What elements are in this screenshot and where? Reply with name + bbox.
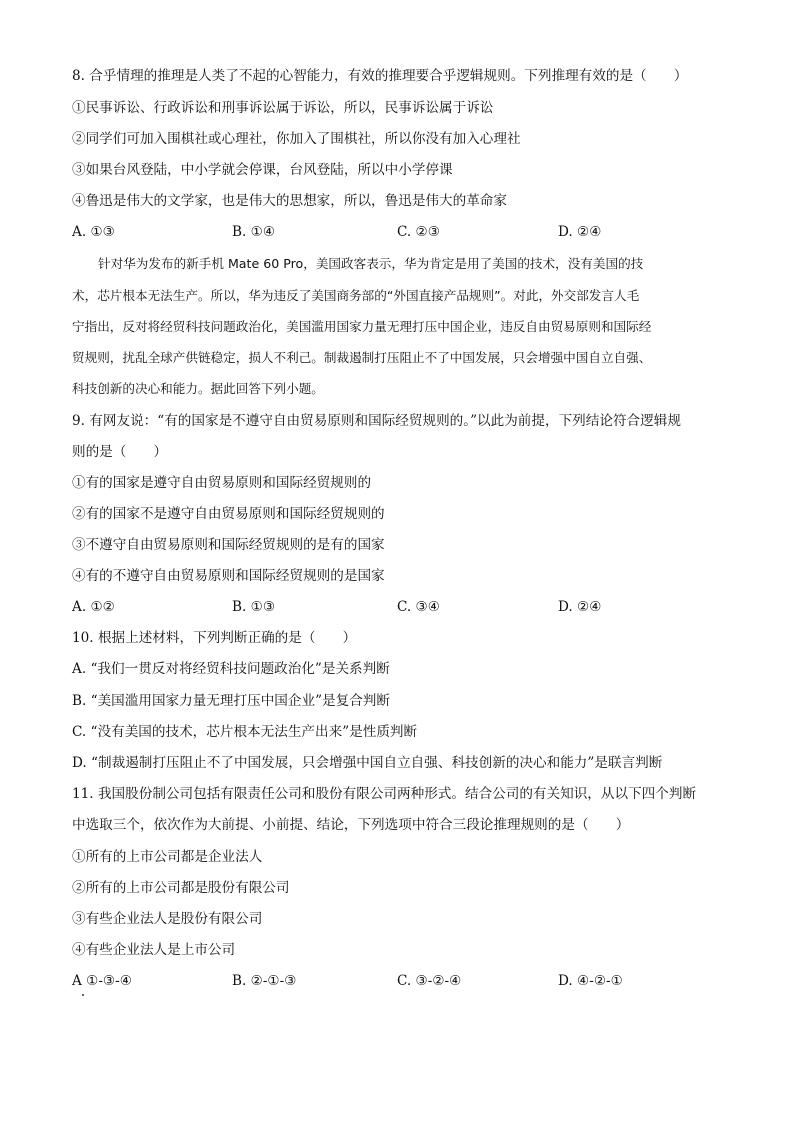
- question-11-option-a: A ①-③-④: [72, 973, 132, 989]
- material-line-4: 贸规则，扰乱全球产供链稳定，损人不利己。制裁遏制打压阻止不了中国发展，只会增强中国自立自强、: [72, 350, 652, 365]
- question-10-option-a: A. “我们一贯反对将经贸科技问题政治化”是关系判断: [72, 661, 390, 677]
- material-line-2: 术，芯片根本无法生产。所以，华为违反了美国商务部的“外国直接产品规则”。对此，外交部发言人毛: [72, 288, 640, 303]
- question-11-option-c: C. ③-②-④: [397, 973, 462, 989]
- question-8-option-d: D. ②④: [558, 224, 602, 240]
- question-8-stem: 8. 合乎情理的推理是人类了不起的心智能力，有效的推理要合乎逻辑规则。下列推理有效的是（ ）: [72, 68, 688, 84]
- question-8-item-1: ①民事诉讼、行政诉讼和刑事诉讼属于诉讼，所以，民事诉讼属于诉讼: [72, 100, 494, 116]
- question-8-option-b: B. ①④: [232, 224, 276, 240]
- question-10-option-b: B. “美国滥用国家力量无理打压中国企业”是复合判断: [72, 693, 390, 709]
- question-11-options: [72, 971, 732, 991]
- question-8-option-c: C. ②③: [397, 224, 440, 240]
- question-11-stem-line-1: 11. 我国股份制公司包括有限责任公司和股份有限公司两种形式。结合公司的有关知识，从以下四个判断: [72, 786, 697, 802]
- question-11-option-d: D. ④-②-①: [558, 973, 623, 989]
- material-line-5: 科技创新的决心和能力。据此回答下列小题。: [72, 381, 324, 396]
- stray-mark: [82, 994, 84, 996]
- question-9-option-d: D. ②④: [558, 599, 602, 615]
- question-9-item-4: ④有的不遵守自由贸易原则和国际经贸规则的是国家: [72, 568, 385, 584]
- question-9-item-2: ②有的国家不是遵守自由贸易原则和国际经贸规则的: [72, 506, 385, 522]
- question-8-option-a: A. ①③: [72, 224, 115, 240]
- question-9-stem-line-2: 则的是（ ）: [72, 444, 168, 460]
- question-8-item-4: ④鲁迅是伟大的文学家，也是伟大的思想家，所以，鲁迅是伟大的革命家: [72, 193, 507, 209]
- question-9-option-b: B. ①③: [232, 599, 276, 615]
- question-8-item-3: ③如果台风登陆，中小学就会停课，台风登陆，所以中小学停课: [72, 162, 453, 178]
- question-9-option-a: A. ①②: [72, 599, 115, 615]
- question-11-item-3: ③有些企业法人是股份有限公司: [72, 911, 263, 927]
- question-11-option-b: B. ②-①-③: [232, 973, 297, 989]
- material-line-3: 宁指出，反对将经贸科技问题政治化，美国滥用国家力量无理打压中国企业，违反自由贸易原则和国际经: [72, 319, 652, 334]
- question-11-item-1: ①所有的上市公司都是企业法人: [72, 849, 263, 865]
- question-9-option-c: C. ③④: [397, 599, 440, 615]
- question-8-item-2: ②同学们可加入围棋社或心理社，你加入了围棋社，所以你没有加入心理社: [72, 131, 521, 147]
- question-9-stem-line-1: 9. 有网友说：“有的国家是不遵守自由贸易原则和国际经贸规则的。”以此为前提，下列结论符合逻辑规: [72, 413, 681, 429]
- question-9-item-3: ③不遵守自由贸易原则和国际经贸规则的是有的国家: [72, 537, 385, 553]
- question-9-options: [72, 597, 732, 617]
- question-10-option-d: D. “制裁遏制打压阻止不了中国发展，只会增强中国自立自强、科技创新的决心和能力”是联言判断: [72, 755, 663, 771]
- material-line-1: 针对华为发布的新手机 Mate 60 Pro，美国政客表示，华为肯定是用了美国的技术，没有美国的技: [98, 256, 644, 271]
- question-9-item-1: ①有的国家是遵守自由贸易原则和国际经贸规则的: [72, 475, 372, 491]
- question-8-options: [72, 222, 732, 242]
- question-11-item-2: ②所有的上市公司都是股份有限公司: [72, 880, 290, 896]
- question-11-stem-line-2: 中选取三个，依次作为大前提、小前提、结论，下列选项中符合三段论推理规则的是（ ）: [72, 817, 630, 833]
- question-10-stem: 10. 根据上述材料，下列判断正确的是（ ）: [72, 630, 357, 646]
- question-11-item-4: ④有些企业法人是上市公司: [72, 942, 236, 958]
- question-10-option-c: C. “没有美国的技术，芯片根本无法生产出来”是性质判断: [72, 724, 418, 740]
